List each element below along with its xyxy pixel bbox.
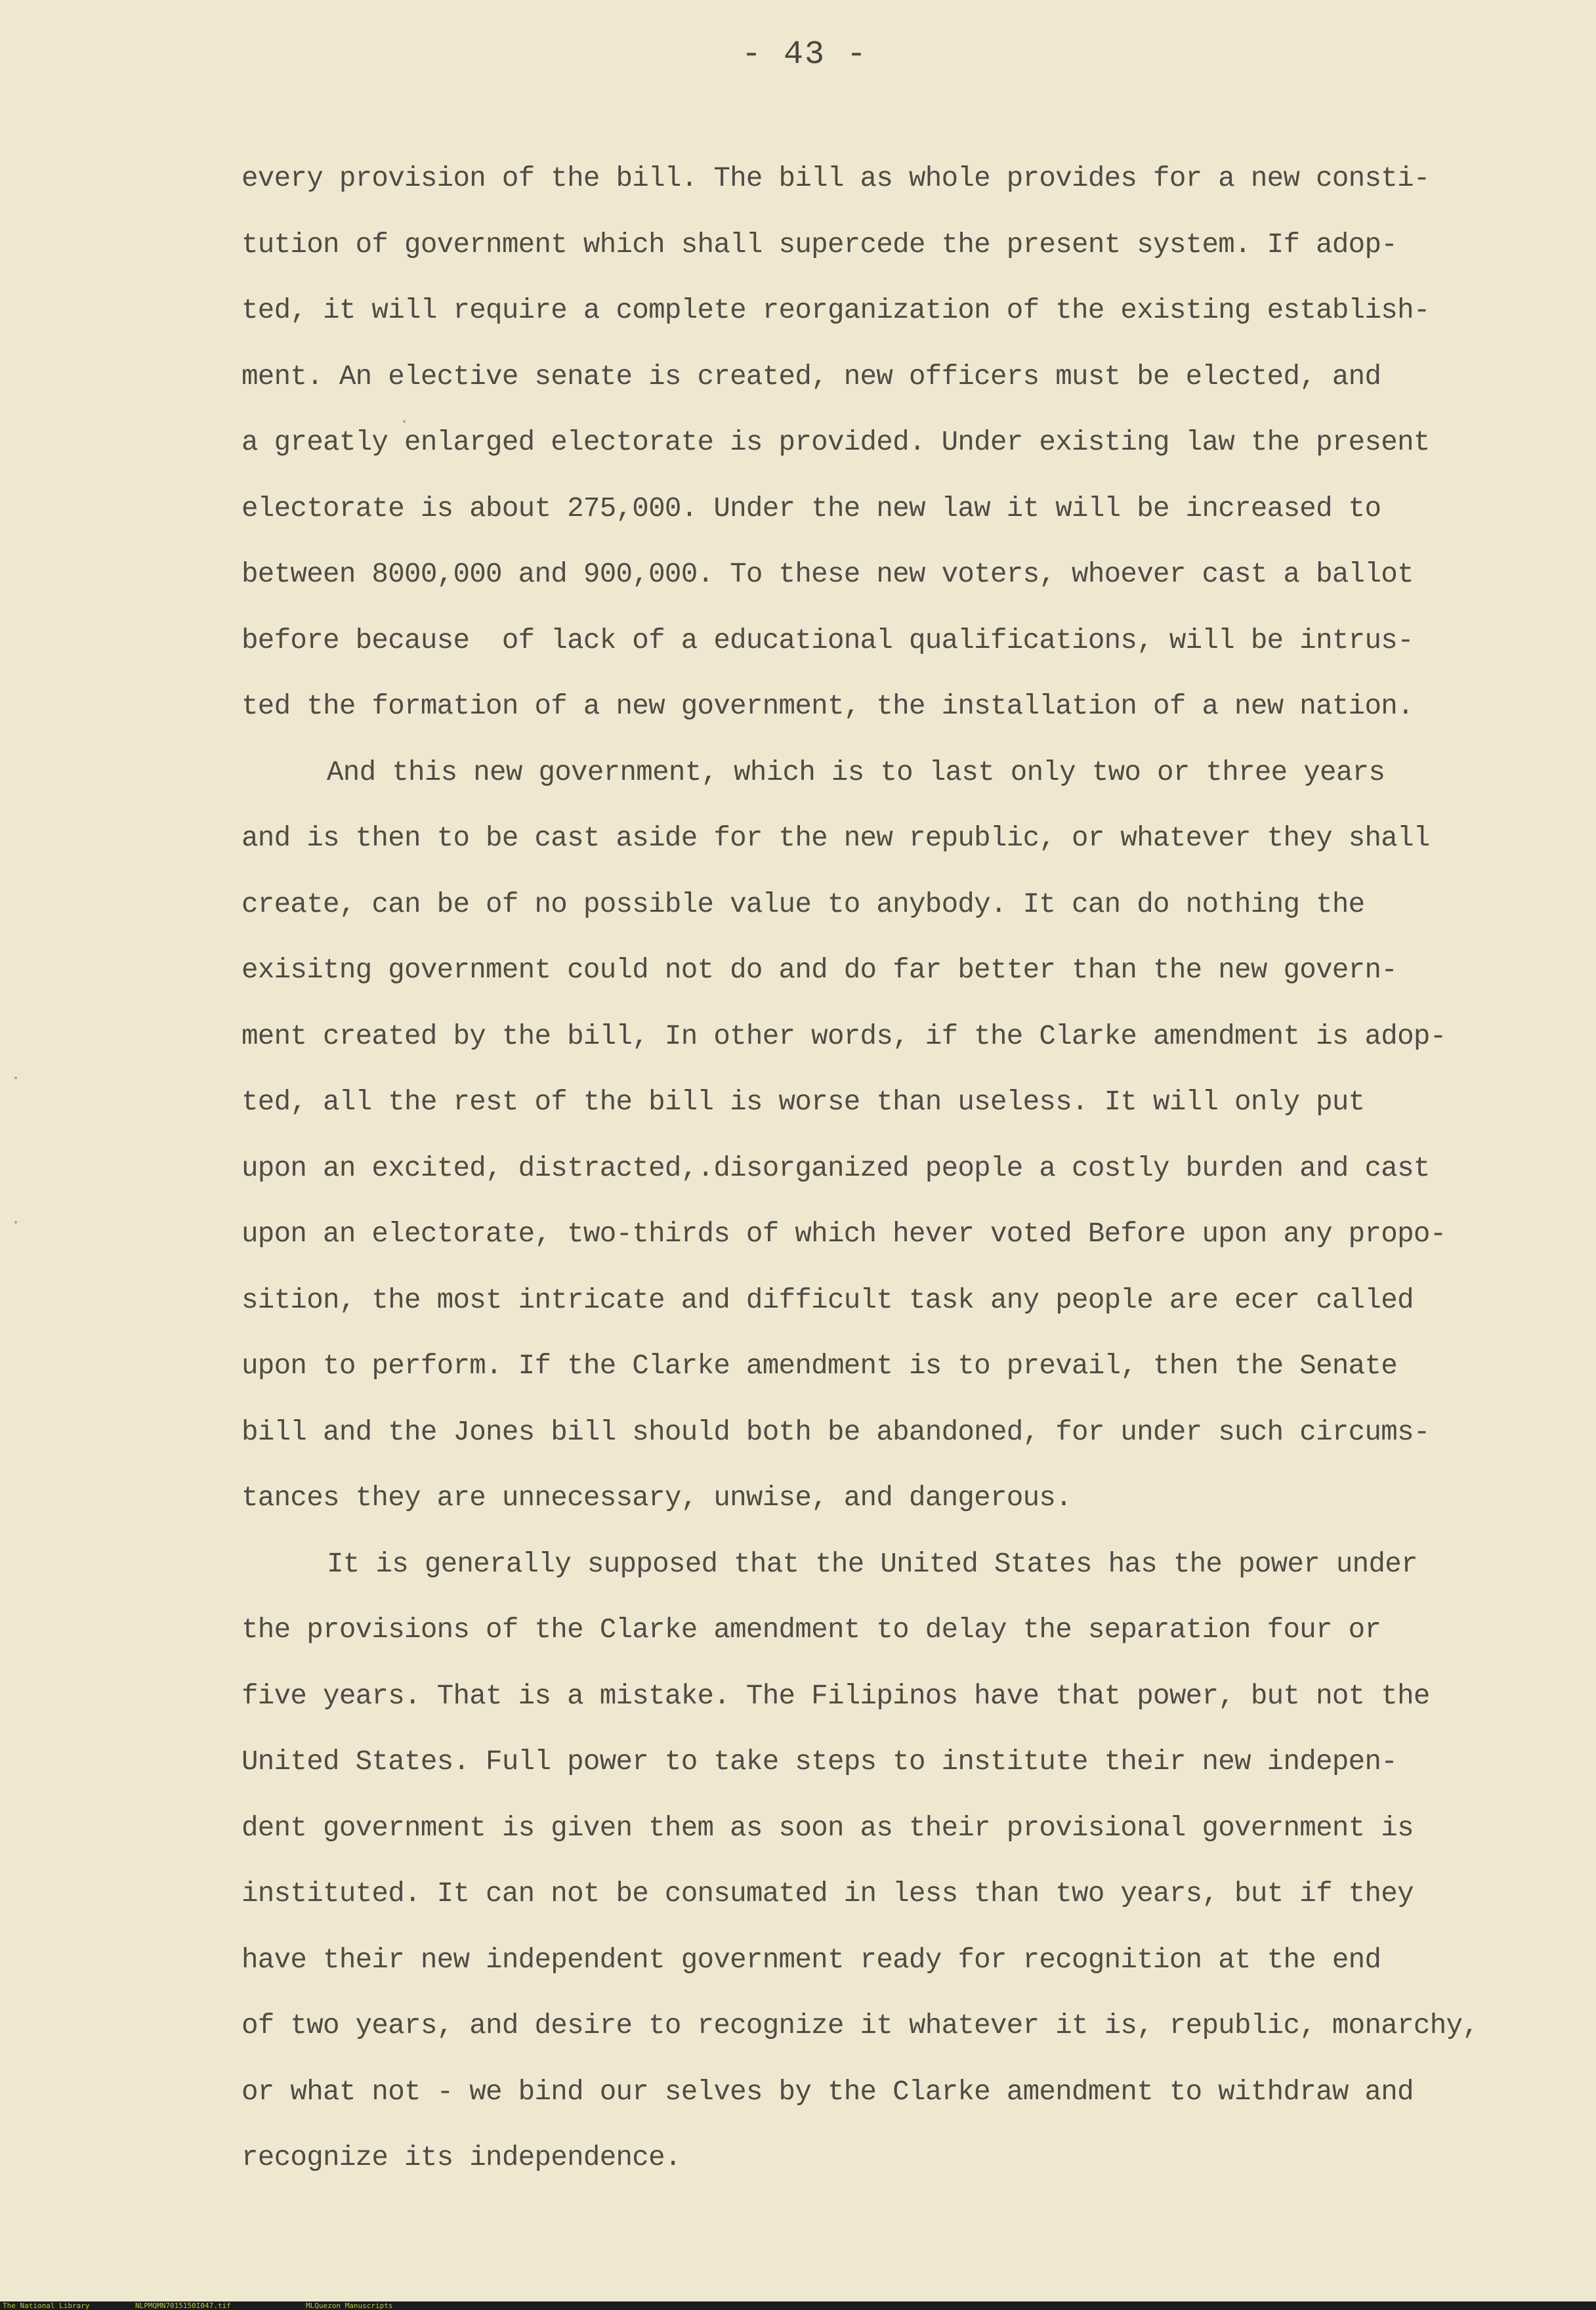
text-line: have their new independent government ready for recognition at the end: [242, 1944, 1381, 1976]
paper-speck: [14, 1077, 17, 1079]
text-line: upon an electorate, two-thirds of which hever voted Before upon any propo-: [242, 1218, 1446, 1250]
archive-footer: [0, 2301, 1596, 2310]
footer-library: The National Library: [3, 2301, 90, 2310]
paper-speck: [403, 420, 406, 423]
text-line: tution of government which shall supercede the present system. If adop-: [242, 228, 1398, 261]
text-line: ted, it will require a complete reorganization of the existing establish-: [242, 295, 1430, 326]
text-line: ment created by the bill, In other words, if the Clarke amendment is adop-: [242, 1020, 1446, 1052]
text-line: five years. That is a mistake. The Filipinos have that power, but not the: [242, 1680, 1430, 1712]
text-line: before because of lack of a educational qualifications, will be intrus-: [242, 624, 1414, 656]
text-line: It is generally supposed that the United States has the power under: [327, 1548, 1418, 1580]
body-text: [242, 146, 1528, 2191]
text-line: And this new government, which is to last only two or three years: [327, 756, 1385, 788]
text-line: and is then to be cast aside for the new republic, or whatever they shall: [242, 823, 1430, 854]
text-line: sition, the most intricate and difficult task any people are ecer called: [242, 1284, 1414, 1316]
text-line: or what not - we bind our selves by the Clarke amendment to withdraw and: [242, 2076, 1414, 2108]
text-line: electorate is about 275,000. Under the new law it will be increased to: [242, 492, 1381, 524]
text-line: ment. An elective senate is created, new officers must be elected, and: [242, 360, 1381, 393]
text-line: dent government is given them as soon as their provisional government is: [242, 1812, 1414, 1844]
text-line: upon an excited, distracted,.disorganized people a costly burden and cast: [242, 1152, 1430, 1184]
text-line: instituted. It can not be consumated in less than two years, but if they: [242, 1878, 1414, 1910]
text-line: United States. Full power to take steps to institute their new indepen-: [242, 1746, 1398, 1778]
text-line: bill and the Jones bill should both be abandoned, for under such circums-: [242, 1416, 1430, 1448]
text-line: upon to perform. If the Clarke amendment is to prevail, then the Senate: [242, 1350, 1398, 1382]
paragraph-2: [242, 740, 1528, 1531]
text-line: the provisions of the Clarke amendment to delay the separation four or: [242, 1614, 1381, 1646]
footer-file: NLPMQMN7015150I047.tif: [135, 2301, 231, 2310]
text-line: ted, all the rest of the bill is worse than useless. It will only put: [242, 1086, 1365, 1118]
page-number: - 43 -: [742, 36, 868, 74]
text-line: create, can be of no possible value to anybody. It can do nothing the: [242, 888, 1365, 920]
paragraph-3: [242, 1531, 1528, 2191]
paper-speck: [14, 1221, 17, 1224]
text-line: ted the formation of a new government, the installation of a new nation.: [242, 691, 1414, 722]
text-line: between 8000,000 and 900,000. To these new voters, whoever cast a ballot: [242, 559, 1414, 590]
text-line: a greatly enlarged electorate is provided. Under existing law the present: [242, 427, 1430, 458]
text-line: recognize its independence.: [242, 2142, 681, 2173]
text-line: every provision of the bill. The bill as whole provides for a new consti-: [242, 163, 1430, 194]
text-line: exisitng government could not do and do far better than the new govern-: [242, 954, 1398, 986]
text-line: tances they are unnecessary, unwise, and dangerous.: [242, 1482, 1072, 1514]
footer-collection: MLQuezon Manuscripts: [306, 2301, 393, 2310]
text-line: of two years, and desire to recognize it whatever it is, republic, monarchy,: [242, 2010, 1479, 2042]
paragraph-1: [242, 146, 1528, 740]
